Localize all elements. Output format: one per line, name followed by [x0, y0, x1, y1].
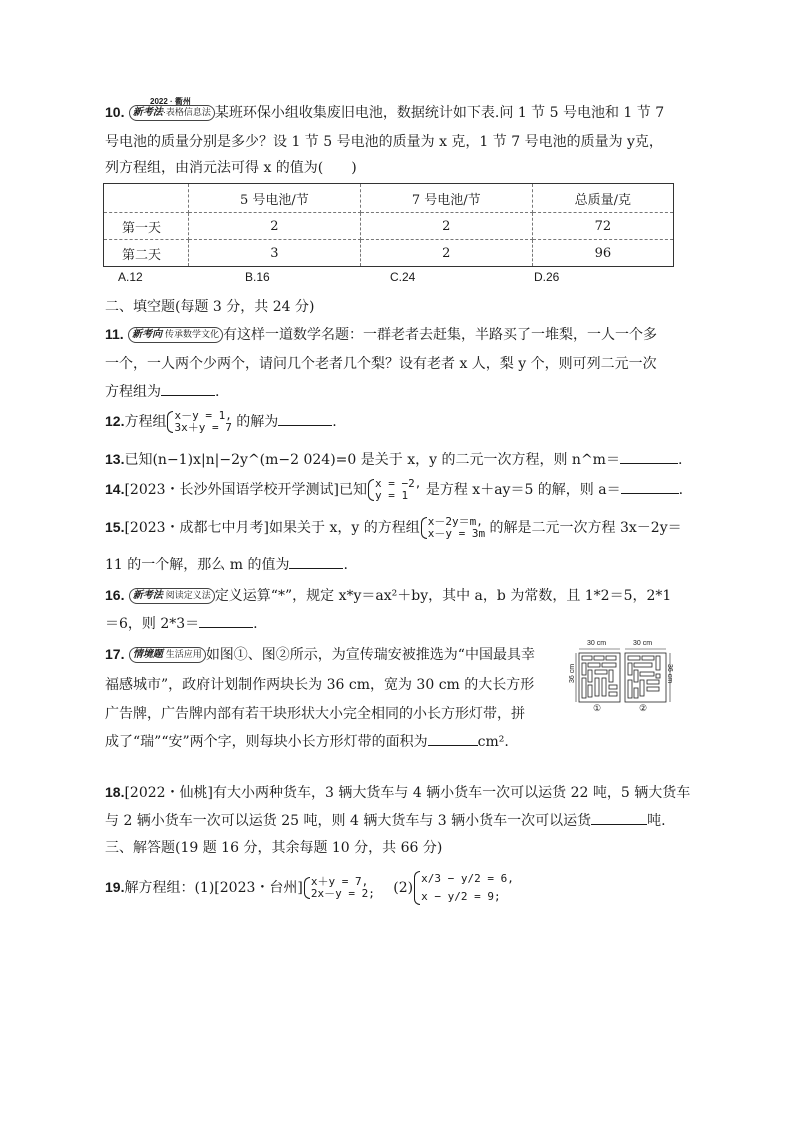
- q14-line: 14.[2023・长沙外国语学校开学测试]已知 x = −2, y = 1 是方程 x＋ay＝5 的解，则 a＝ .: [105, 477, 684, 502]
- q17-figure: [569, 640, 683, 730]
- q18-line2: 与 2 辆小货车一次可以运货 25 吨，则 4 辆大货车与 3 辆小货车一次可以运货 吨.: [105, 813, 666, 829]
- q17-number: 17.: [105, 646, 125, 662]
- q17-line1: 17. 情境题 生活应用 如图①、图②所示，为宣传瑞安被推选为“中国最具幸: [105, 646, 535, 663]
- q16-number: 16.: [105, 587, 125, 603]
- table-cell: 96: [532, 240, 673, 267]
- q11-line2: 一个，一人两个少两个，请问几个老者几个梨？设有老者 x 人，梨 y 个，则可列二元一次: [105, 356, 657, 372]
- answer-blank[interactable]: [620, 463, 678, 464]
- q11-number: 11.: [105, 326, 124, 342]
- q17-badge: 情境题 生活应用: [129, 647, 206, 663]
- table-header-cell: [104, 184, 189, 213]
- fig1-height-label: 36 cm: [569, 663, 577, 684]
- q12-equation-system: x－y = 1, 3x＋y = 7: [166, 410, 231, 434]
- q12-line: 12.方程组 x－y = 1, 3x＋y = 7 的解为 .: [105, 409, 337, 434]
- table-cell: 2: [360, 213, 532, 240]
- q18-line1: 18.[2022・仙桃]有大小两种货车，3 辆大货车与 4 辆小货车一次可以运货 22 吨，5 辆大货车: [105, 784, 691, 801]
- q11-line3: 方程组为 .: [105, 384, 220, 400]
- q15-number: 15.: [105, 519, 125, 535]
- q17-line4: 成了“瑞”“安”两个字，则每块小长方形灯带的面积为 cm².: [105, 734, 509, 750]
- answer-blank[interactable]: [161, 395, 215, 396]
- answer-blank[interactable]: [199, 627, 253, 628]
- q11-badge: 新考向 传承数学文化: [128, 327, 223, 343]
- figure-1-rui: [579, 653, 620, 702]
- lightbox-diagram: [573, 640, 683, 730]
- q10-option-b: B.16: [245, 270, 270, 284]
- q13-number: 13.: [105, 451, 125, 467]
- table-cell: 2: [189, 213, 361, 240]
- battery-table: [103, 183, 674, 267]
- q16-line1: 16. 新考法 阅读定义法 定义运算“*”，规定 x*y＝ax²＋by，其中 a，b 为常数，且 1*2＝5，2*1: [105, 587, 672, 604]
- section-3-heading: 三、解答题(19 题 16 分，其余每题 10 分，共 66 分): [105, 840, 443, 856]
- q10-option-d: D.26: [534, 270, 560, 284]
- table-cell: 3: [189, 240, 361, 267]
- fig2-height-label: 36 cm: [666, 663, 674, 684]
- q11-line1: 11. 新考向 传承数学文化 有这样一道数学名题：一群老者去赶集，半路买了一堆梨，一人一个多: [105, 326, 658, 343]
- q18-number: 18.: [105, 784, 125, 800]
- q15-line2: 11 的一个解，那么 m 的值为 .: [105, 557, 348, 573]
- table-cell: 72: [532, 213, 673, 240]
- q10-line3: 列方程组，由消元法可得 x 的值为( ): [105, 160, 357, 176]
- q14-number: 14.: [105, 481, 125, 497]
- q15-line1: 15.[2023・成都七中月考]如果关于 x，y 的方程组 x－2y＝m, x－y = 3m 的解是二元一次方程 3x－2y＝: [105, 515, 682, 540]
- q13-line: 13.已知(n−1)x|n|−2y^(m−2 024)=0 是关于 x，y 的二元一次方程，则 n^m＝ .: [105, 451, 683, 468]
- table-row: [104, 213, 674, 240]
- q16-badge: 新考法 阅读定义法: [129, 588, 215, 604]
- q10-line2: 号电池的质量分别是多少？设 1 节 5 号电池的质量为 x 克，1 节 7 号电池的质量为 y克，: [105, 134, 663, 150]
- q10-option-a: A.12: [118, 270, 143, 284]
- q17-line2: 福感城市”，政府计划制作两块长为 36 cm，宽为 30 cm 的大长方形: [105, 677, 535, 693]
- q19-system-1: x＋y = 7, 2x－y = 2;: [303, 876, 375, 900]
- table-cell: 第一天: [104, 213, 189, 240]
- table-header-cell: 总质量/克: [532, 184, 673, 213]
- q10-badge-top: 2022 · 衢州: [150, 97, 191, 106]
- q19-system-2: x/3 − y/2 = 6, x − y/2 = 9;: [413, 870, 514, 906]
- q14-equation-system: x = −2, y = 1: [367, 478, 421, 502]
- q10-badge: 新考法·表格信息法: [129, 105, 215, 121]
- figure-2-an: [625, 653, 666, 702]
- figure-1-label: ①: [593, 704, 602, 714]
- q19-line: 19.解方程组：(1)[2023・台州] x＋y = 7, 2x－y = 2; (2) x/3 − y/2 = 6, x − y/2 = 9;: [105, 870, 514, 906]
- q10-number: 10.: [105, 104, 125, 120]
- q12-number: 12.: [105, 413, 125, 429]
- q10-option-c: C.24: [390, 270, 416, 284]
- table-header-row: [104, 184, 674, 213]
- answer-blank[interactable]: [591, 824, 647, 825]
- answer-blank[interactable]: [289, 568, 343, 569]
- table-header-cell: 5 号电池/节: [189, 184, 361, 213]
- table-row: [104, 240, 674, 267]
- q19-number: 19.: [105, 879, 125, 895]
- table-cell: 2: [360, 240, 532, 267]
- answer-blank[interactable]: [428, 745, 478, 746]
- table-cell: 第二天: [104, 240, 189, 267]
- figure-2-label: ②: [639, 704, 648, 714]
- fig1-width-label: 30 cm: [587, 640, 607, 647]
- section-2-heading: 二、填空题(每题 3 分，共 24 分): [105, 299, 315, 315]
- answer-blank[interactable]: [621, 493, 679, 494]
- q16-line2: ＝6，则 2*3＝ .: [105, 616, 258, 632]
- q15-equation-system: x－2y＝m, x－y = 3m: [420, 516, 485, 540]
- answer-blank[interactable]: [278, 425, 332, 426]
- fig2-width-label: 30 cm: [633, 640, 653, 647]
- q17-line3: 广告牌，广告牌内部有若干块形状大小完全相同的小长方形灯带，拼: [105, 706, 525, 722]
- table-header-cell: 7 号电池/节: [360, 184, 532, 213]
- q10-line1: 10. 新考法·表格信息法 某班环保小组收集废旧电池，数据统计如下表.问 1 节 5 号电池和 1 节 7: [105, 104, 665, 121]
